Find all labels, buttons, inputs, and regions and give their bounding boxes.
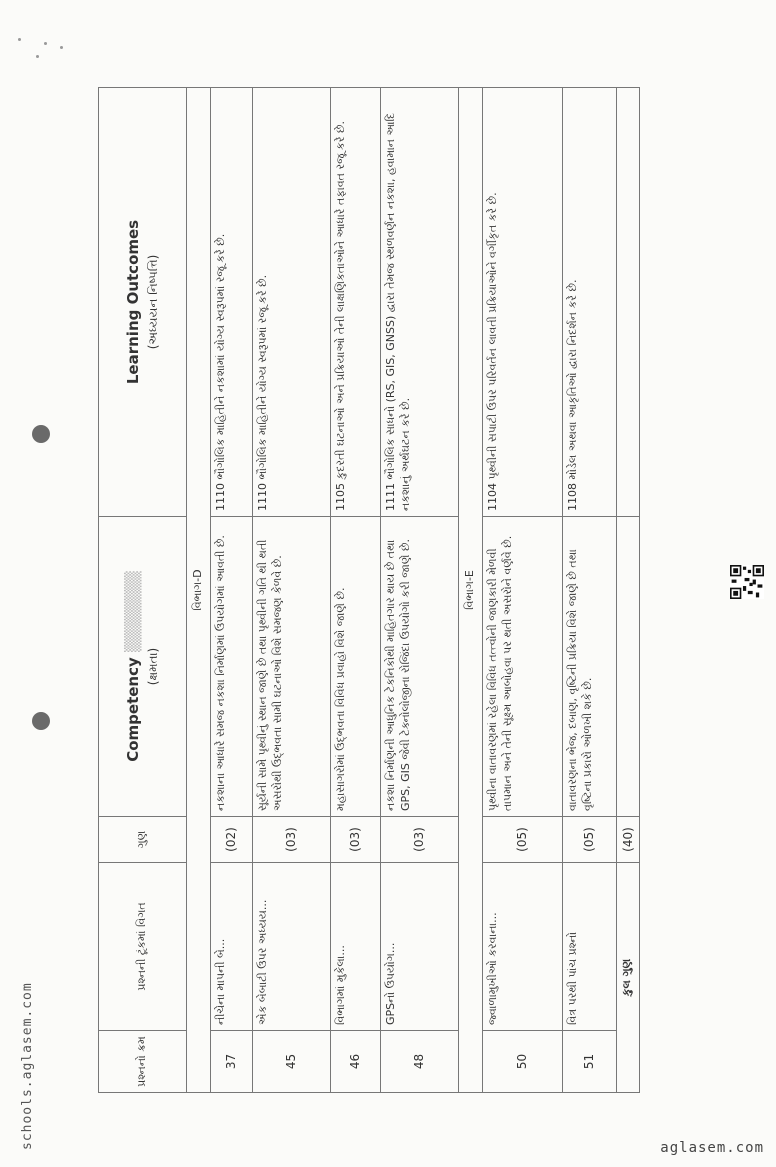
- row-outcomes: 1105 કુદરતી ઘટનાઓ અને પ્રક્રિયાઓ તેની લાક્ષણિકતાઓને આધારે તફાવત રજૂ કરે છે.: [330, 88, 380, 517]
- table-row: [210, 88, 252, 1093]
- header-outcomes: [99, 88, 187, 517]
- row-marks: (03): [252, 817, 330, 863]
- header-competency-faded: ▒▒▒▒▒▒▒: [123, 571, 142, 652]
- row-marks: (02): [210, 817, 252, 863]
- row-competency: પૃથ્વીના વાતાવરણમાં રહેલા વિવિધ તત્ત્વોની જાણકારી મેળવી તાપમાન અને તેની સૂક્ષ્મ આબોહવા પર થતી અસરોને વર્ણવે છે.: [482, 517, 562, 817]
- scan-speck: [44, 42, 47, 45]
- row-qno: 51: [562, 1031, 616, 1093]
- row-outcomes: 1110 ભૌગોલિક માહિતીને યોગ્ય સ્વરૂપમાં રજૂ કરે છે.: [252, 88, 330, 517]
- table-row: [252, 88, 330, 1093]
- row-competency: સૂર્યની સામે પૃથ્વીનું સ્થાન જાણે છે તથા પૃથ્વીની ગતિ થી થતી અસરોથી ઉદ્ભવતા સામી ઘટનાઓ વિશે સમજણ કેળવે છે.: [252, 517, 330, 817]
- section-label-e: વિભાગ-E: [458, 88, 482, 1093]
- punch-hole: [32, 712, 50, 730]
- scan-speck: [36, 55, 39, 58]
- header-qno: પ્રશ્નનો ક્રમ: [99, 1031, 187, 1093]
- row-topic: વિભાગમાં મુકેલા...: [330, 863, 380, 1031]
- header-competency: [99, 517, 187, 817]
- blueprint-table: [98, 87, 640, 1093]
- total-marks: (40): [616, 817, 639, 863]
- row-qno: 37: [210, 1031, 252, 1093]
- row-qno: 50: [482, 1031, 562, 1093]
- total-label: કુલ ગુણ: [616, 863, 639, 1093]
- rotated-table-area: [98, 88, 635, 1093]
- row-marks: (05): [482, 817, 562, 863]
- total-empty-cell: [616, 517, 639, 817]
- row-topic: GPSનો ઉપયોગ...: [380, 863, 458, 1031]
- row-topic: વિત્ર પરથી પાંચ પ્રશ્નો: [562, 863, 616, 1031]
- row-outcomes: 1108 મોડેલ અથવા આકૃતિઓ દ્વારા નિદર્શન કરે છે.: [562, 88, 616, 517]
- row-outcomes: 1104 પૃથ્વીની સપાટી ઉપર પરિવર્તન લાવતી પ્રક્રિયાઓને વર્ગીકૃત કરે છે.: [482, 88, 562, 517]
- row-qno: 46: [330, 1031, 380, 1093]
- row-topic: એક બેબાટી ઉપર અધ્યય...: [252, 863, 330, 1031]
- header-competency-label: Competency: [123, 657, 142, 762]
- row-qno: 45: [252, 1031, 330, 1093]
- total-empty-cell: [616, 88, 639, 517]
- qr-code-icon: [730, 565, 764, 599]
- row-topic: જ્વાળામુખીઓ કરવાના...: [482, 863, 562, 1031]
- bottom-watermark: aglasem.com: [660, 1140, 764, 1156]
- header-outcomes-label: Learning Outcomes: [123, 219, 142, 385]
- table-row: [482, 88, 562, 1093]
- scan-speck: [18, 38, 21, 41]
- row-marks: (03): [380, 817, 458, 863]
- table-header-row: [99, 88, 187, 1093]
- header-topic: પ્રશ્નની ટૂંકમાં વિગત: [99, 863, 187, 1031]
- side-watermark-text: schools.aglasem.com: [20, 982, 35, 1150]
- row-outcomes: 1110 ભૌગોલિક માહિતીને નકશામાં યોગ્ય સ્વરૂપમાં રજૂ કરે છે.: [210, 88, 252, 517]
- table-row: [380, 88, 458, 1093]
- row-competency: મહાસાગરોમાં ઉદ્ભવતા વિવિધ પ્રવાહો વિશે જાણે છે.: [330, 517, 380, 817]
- row-competency: વાતાવરણના ભેજ, દબાણ, વૃષ્ટિની પ્રક્રિયા વિશે જાણે છે તથા વૃષ્ટિના પ્રકારો ઓળખી શકે છે.: [562, 517, 616, 817]
- row-competency: નકશાના આધારે સમજ નકશા નિર્માણમાં ઉપયોગમાં આવતી છે.: [210, 517, 252, 817]
- row-marks: (03): [330, 817, 380, 863]
- table-row: [330, 88, 380, 1093]
- row-outcomes: 1111 ભૌગોલિક સાધનો (RS, GIS, GNSS) દ્વારા તેમજ સ્થળવર્ણન નકશા, હવામાન આદિ નકશાનું અર્થઘટન કરે છે.: [380, 88, 458, 517]
- row-competency: નકશા નિર્માણની આધુનિક ટેકનિકોથી માહિતગાર થાય છે તથા GPS, GIS જેવી ટેક્નોલોજીના રોજિંદા ઉપયોગો કરી જાણે છે.: [380, 517, 458, 817]
- row-qno: 48: [380, 1031, 458, 1093]
- total-row: [616, 88, 639, 1093]
- section-label-d: વિભાગ-D: [187, 88, 211, 1093]
- scan-speck: [60, 46, 63, 49]
- header-outcomes-sub: (અધ્યયન નિષ્પત્તિ): [145, 254, 160, 350]
- punch-hole: [32, 425, 50, 443]
- header-competency-sub: (ક્ષમતા): [145, 647, 160, 686]
- table-row: [562, 88, 616, 1093]
- section-row-e: [458, 88, 482, 1093]
- section-row-d: [187, 88, 211, 1093]
- row-topic: નીચેના માપની બે...: [210, 863, 252, 1031]
- side-watermark: [2, 982, 35, 1150]
- header-marks: ગુણ: [99, 817, 187, 863]
- row-marks: (05): [562, 817, 616, 863]
